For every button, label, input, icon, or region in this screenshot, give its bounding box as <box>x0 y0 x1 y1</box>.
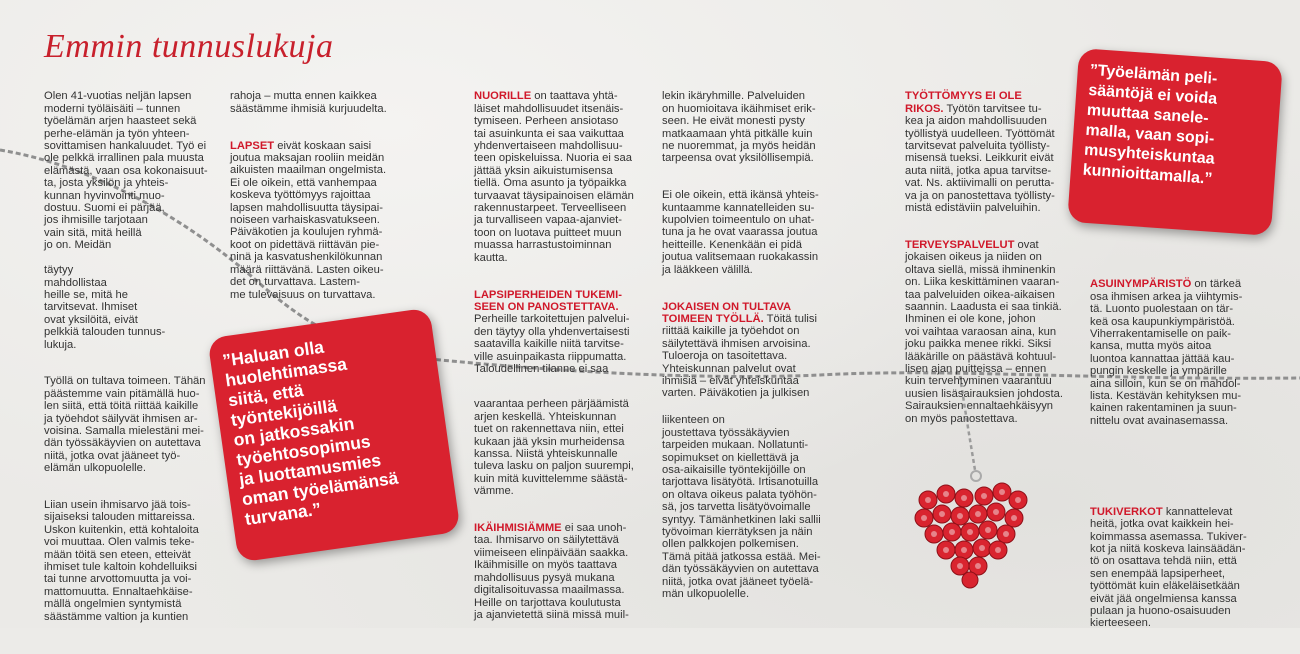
paragraph <box>474 289 654 376</box>
paragraph-text: Ei ole oikein, että ikänsä yhteis- kuntaamme kannatelleiden su- kupolvien toimeentulo on uhat- tuna ja he ovat vaarassa joutua heitteille. Kenenkään ei pidä joutua valitsemaan ruokakassin ja lääkkeen välillä. <box>662 189 819 276</box>
text-column-1 <box>44 78 222 647</box>
paragraph-heading: IKÄIHMISIÄMME <box>474 522 562 535</box>
pull-quote-box: ”Haluan olla huolehtimassa siitä, että työntekijöillä on jatkossakin työehtosopimus ja luottamusmies oman työelämänsä turvana.” <box>207 308 460 563</box>
paragraph-heading: LAPSIPERHEIDEN TUKEMI- SEEN ON PANOSTETTAVA. <box>474 288 622 313</box>
text-column-3 <box>474 78 654 400</box>
paragraph <box>905 90 1075 214</box>
text-column-2 <box>230 78 410 325</box>
bead-heart-image <box>908 470 1038 590</box>
paragraph-heading: NUORILLE <box>474 90 532 103</box>
paragraph-text: Olen 41-vuotias neljän lapsen moderni työläisäiti – tunnen työelämän arjen haasteet sekä perhe-elämän ja työn yhteen- sovittamisen hankaluudet. Työ ei ole pelkkä irrallinen pala muusta elämästä, vaan osa kokonaisuut- ta, josta yksilön ja yhteis- kunnan hyvinvointi muo- dostuu. Suomi ei pärjää, jos ihmisille tarjotaan vain sitä, mitä heillä jo on. Meidän täytyy mahdollistaa heille se, mitä he tarvitsevat. Ihmiset ovat yksilöitä, eivät pelkkiä talouden tunnus- lukuja. <box>44 90 208 351</box>
paragraph <box>230 90 410 115</box>
paragraph <box>474 398 654 497</box>
paragraph-text: on tärkeä osa ihmisen arkea ja viihtymis- tä. Luonto puolestaan on tär- keä osa kaupunkiympäristöä. Viherrakentamiselle on paik- kansa, mutta myös aitoa luontoa kannattaa jättää kau- pungin keskelle ja ympärille aina silloin, kun se on mahdol- lista. Kestävän kehityksen mu- kainen rakentaminen ja suun- nittelu ovat avainasemassa. <box>1090 278 1243 427</box>
paragraph-text: kannattelevat heitä, jotka ovat kaikkein hei- koimmassa asemassa. Tukiver- kot ja niitä koskeva lainsäädän- tö on osattava tehdä niin, että sen enempää lapsiperheet, työttömät kuin eläkeläisetkään eivät jää ongelmiensa kanssa pulaan ja huono-osaisuuden kierteeseen. <box>1090 505 1247 630</box>
text-column-7 <box>905 78 1075 449</box>
paragraph-text: ei saa unoh- taa. Ihmisarvo on säilytettävä viimeiseen elinpäivään saakka. Ikäihmisille on myös taattava mahdollisuus pysyä mukana digitalisoituvassa maailmassa. Heille on tarjottava koulutusta ja ajanvietettä siinä missä muil- <box>474 522 629 621</box>
paragraph-heading: JOKAISEN ON TULTAVA TOIMEEN TYÖLLÄ. <box>662 300 792 325</box>
paragraph <box>474 90 654 264</box>
paragraph-text: Liian usein ihmisarvo jää tois- sijaiseksi talouden mittareissa. Uskon kuitenkin, että kohtaloita voi muuttaa. Olen valmis teke- mään töitä sen eteen, etteivät ihmiset tule kaltoin kohdelluiksi tai tunne arvottomuutta ja voi- mattomuutta. Ennaltaehkäise- mällä ongelmien syntymistä säästämme valtion ja kuntien <box>44 499 199 623</box>
paragraph-text: rahoja – mutta ennen kaikkea säästämme ihmisiä kurjuudelta. <box>230 90 387 115</box>
paragraph <box>1090 506 1270 630</box>
paragraph <box>44 375 222 474</box>
paragraph-text: Perheille tarkoitettujen palvelui- den täytyy olla yhdenvertaisesti saatavilla kaikille niitä tarvitse- ville asuinpaikasta riippumatta. Taloudellinen tilanne ei saa <box>474 313 630 375</box>
paragraph <box>905 239 1075 425</box>
paragraph <box>662 189 842 276</box>
paragraph <box>44 499 222 623</box>
paragraph-text: vaarantaa perheen pärjäämistä arjen keskellä. Yhteiskunnan tuet on rakennettava niin, ettei kukaan jää yksin murheidensa kanssa. Niistä yhteiskunnalle tuleva lasku on paljon suurempi, kuin mitä kuvittelemme säästä- vämme. <box>474 398 634 498</box>
paragraph-text: Työtön tarvitsee tu- kea ja aidon mahdollisuuden työllistyä uudelleen. Työttömät tarvitsevat palveluita työllisty- misensä tueksi. Leikkurit eivät auta niitä, jotka apua tarvitse- vat. Ns. aktiivimalli on perutta- va ja on panostettava työllisty- mistä edistäviin palveluihin. <box>905 102 1055 215</box>
paragraph <box>44 90 222 351</box>
text-column-4 <box>474 386 654 646</box>
paragraph <box>662 414 842 600</box>
paragraph-heading: TUKIVERKOT <box>1090 505 1163 518</box>
text-column-5 <box>662 78 842 424</box>
paragraph-text: Töitä tulisi riittää kaikille ja työehdot on säilytettävä ihmisen arvoisina. Tuloeroja on tasoitettava. Yhteiskunnan palvelut ovat ihmisiä – eivät yhteiskuntaa varten. Päiväkotien ja julkisen <box>662 312 818 400</box>
paragraph-text: Työllä on tultava toimeen. Tähän päästemme vain pitämällä huo- len siitä, että töitä riittää kaikille ja työehdot säilyvät ihmisen ar- voisina. Samalla mielestäni mei- dän työssäkäyvien on autettava niitä, jotka ovat jääneet työ- elämän ulkopuolelle. <box>44 375 206 475</box>
paragraph <box>230 140 410 301</box>
paragraph <box>662 301 842 400</box>
paragraph-heading: LAPSET <box>230 139 275 152</box>
paragraph-text: liikenteen on joustettava työssäkäyvien tarpeiden mukaan. Nollatunti- sopimukset on kiellettävä ja osa-aikaisille työntekijöille on tarjottava lisätyötä. Irtisanotuilla on oltava oikeus palata työhön- sä, jos tarvetta lisätyövoimalle syntyy. Tämänhetkinen laki sallii työvoiman kierrätyksen ja näin ollen palkkojen polkemisen. Tämä pitää jatkossa estää. Mei- dän työssäkäyvien on autettava niitä, jotka ovat jääneet työelä- män ulkopuolelle. <box>662 414 821 601</box>
text-column-8 <box>1090 266 1270 654</box>
page-title: Emmin tunnuslukuja <box>44 28 334 65</box>
paragraph-heading: ASUINYMPÄRISTÖ <box>1090 278 1192 291</box>
text-column-6 <box>662 402 842 625</box>
paragraph <box>1090 278 1270 427</box>
paragraph-text: eivät koskaan saisi joutua maksajan rooliin meidän aikuisten maailman ongelmista. Ei ole oikein, että vanhempaa koskeva työttömyys rajoittaa lapsen mahdollisuutta täysipai- noiseen varhaiskasvatukseen. Päiväkotien ja koulujen ryhmä- koot on pidettävä riittävän pie- ninä ja kasvatushenkilökunnan määrä riittävänä. Lasten oikeu- det on turvattava. Lastem- me tulevaisuus on turvattava. <box>230 139 387 301</box>
paragraph-heading: TYÖTTÖMYYS EI OLE RIKOS. <box>905 90 1022 115</box>
paragraph-text: lekin ikäryhmille. Palveluiden on huomioitava ikäihmiset erik- seen. He eivät monesti pysty matkaamaan yhtä pitkälle kuin ne nuoremmat, ja myös heidän tarpeensa ovat yksilöllisempiä. <box>662 90 816 165</box>
paragraph-text: on taattava yhtä- läiset mahdollisuudet itsenäis- tymiseen. Perheen ansiotaso tai asuinkunta ei saa vaikuttaa yhdenvertaiseen mahdollisuu- teen opiskeluissa. Nuoria ei saa jättää yksin aikuistumisensa tiellä. Oma asunto ja työpaikka turvaavat täysipainoisen elämän rakennustarpeet. Terveelliseen ja turvalliseen vapaa-ajanviet- toon on luotava puitteet muun muassa harrastustoiminnan kautta. <box>474 90 634 264</box>
paragraph <box>662 90 842 164</box>
paragraph-heading: TERVEYSPALVELUT <box>905 238 1015 251</box>
paragraph-text: ovat jokaisen oikeus ja niiden on oltava siellä, missä ihminenkin on. Liika keskittäminen vaaran- taa palveluiden oikea-aikaisen saannin. Laadusta ei saa tinkiä. Ihminen ei ole kone, johon voi vaihtaa varaosan aina, kun joku paikka menee rikki. Siksi lääkärille on päästävä kohtuul- lisen ajan puitteissa – ennen kuin tervehtyminen vaarantuu uusien lisäsairauksien johdosta. Sairauksien ennaltaehkäisyyn on myös panostettava. <box>905 238 1063 425</box>
pull-quote-box: ”Työelämän peli- sääntöjä ei voida muuttaa sanele- malla, vaan sopi- musyhteiskuntaa kunnioittamalla.” <box>1067 48 1283 236</box>
paragraph <box>474 522 654 621</box>
